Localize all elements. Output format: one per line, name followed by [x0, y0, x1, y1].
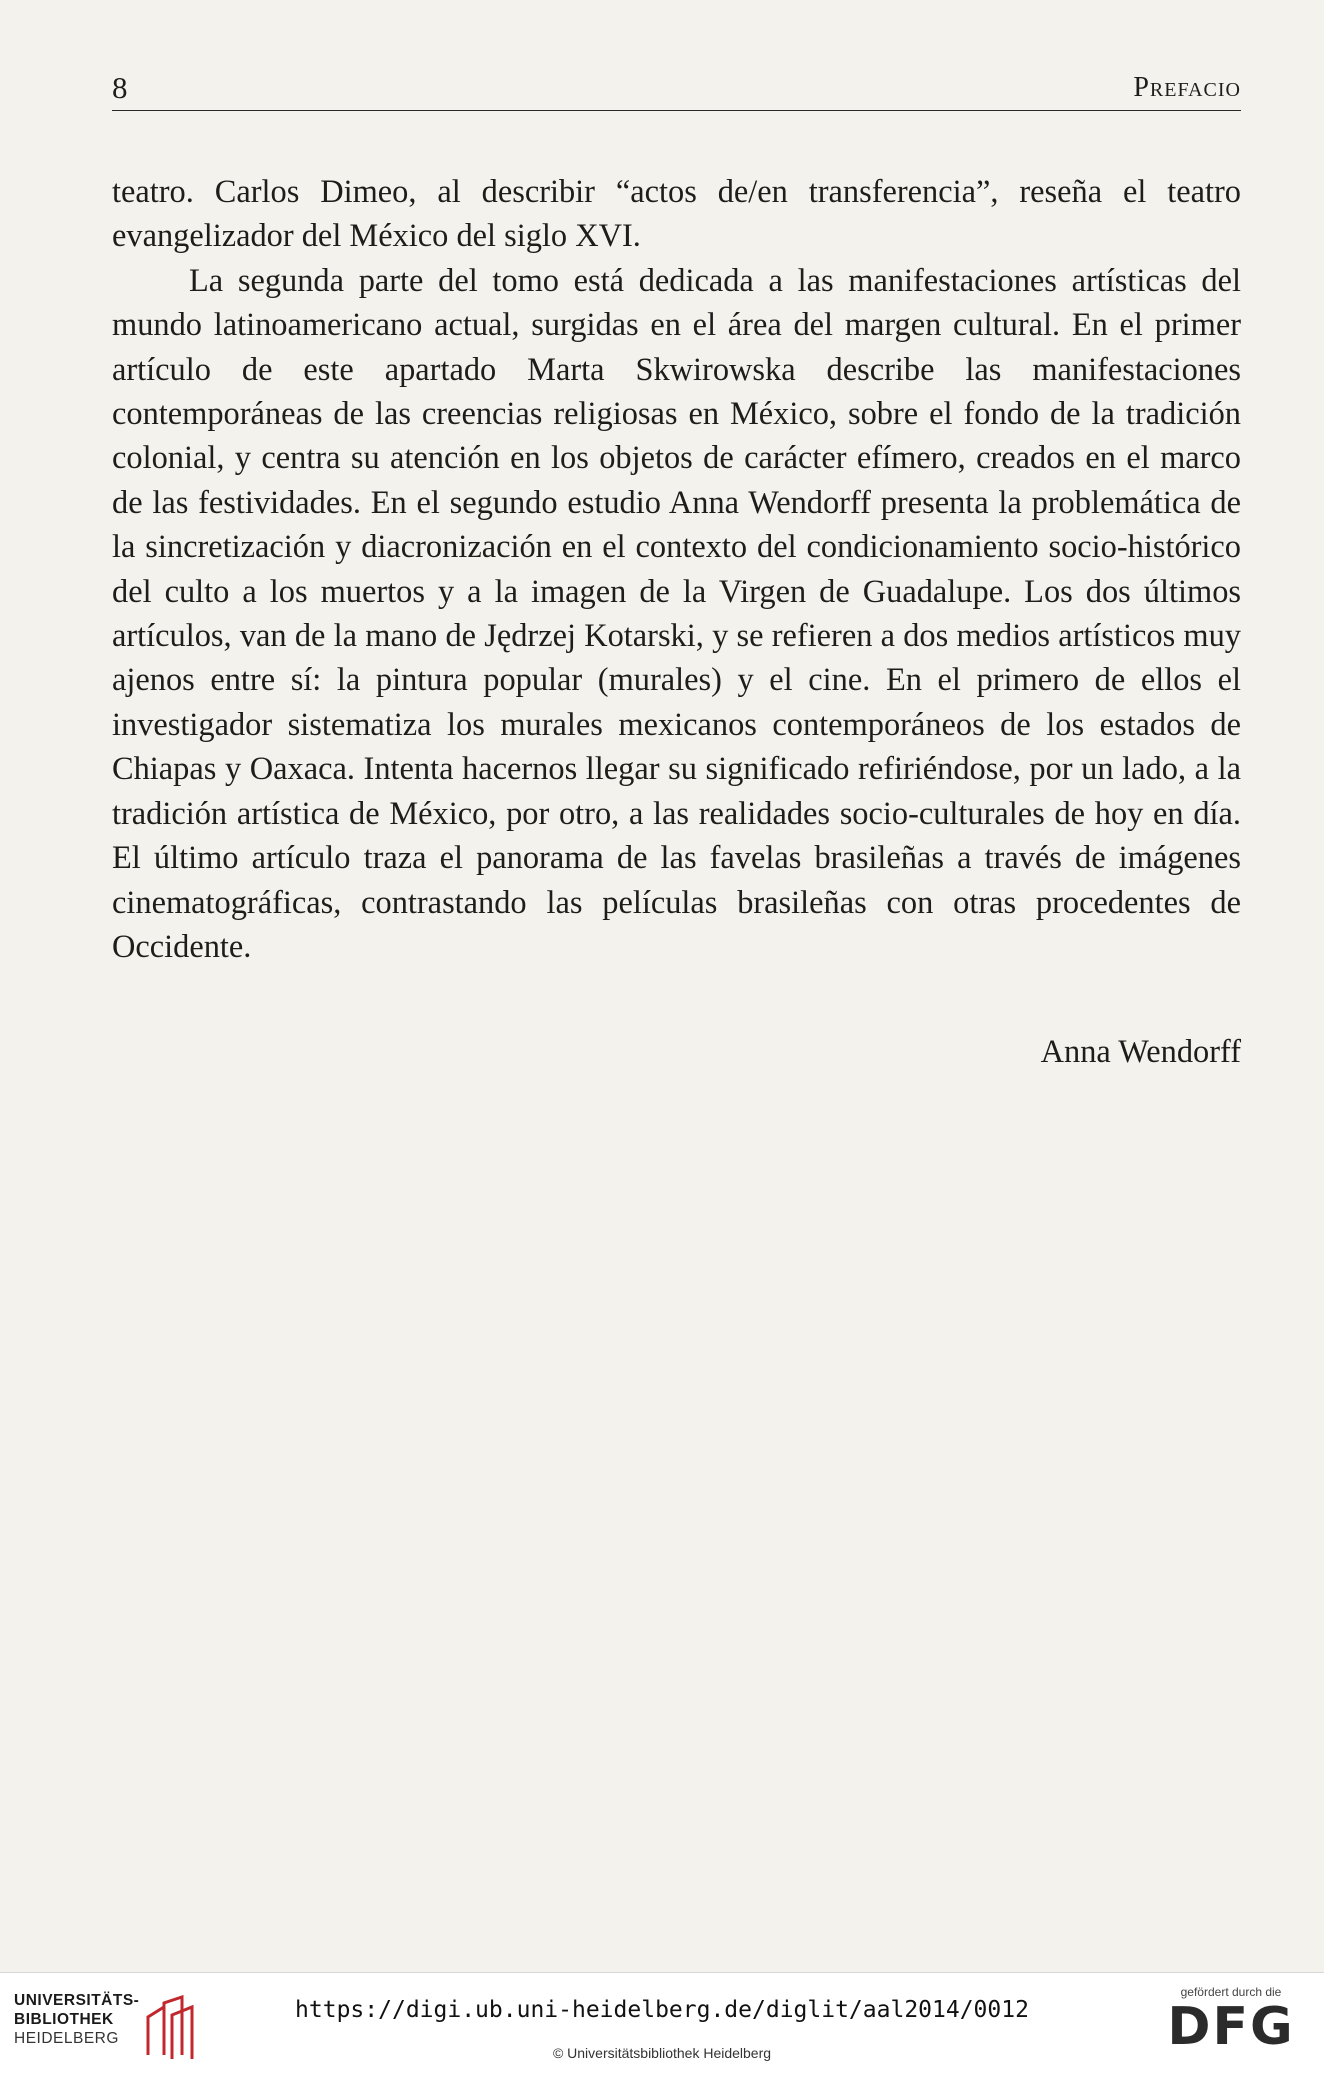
- copyright-notice: © Universitätsbibliothek Heidelberg: [552, 2045, 772, 2061]
- library-name-line1: UNIVERSITÄTS-: [14, 1992, 140, 2009]
- dfg-funding-block[interactable]: [1166, 1985, 1296, 2055]
- permalink-url[interactable]: https://digi.ub.uni-heidelberg.de/diglit/aal2014/0012: [295, 1997, 1029, 2023]
- author-signature: Anna Wendorff: [1040, 1034, 1241, 1070]
- body-text: [112, 170, 1241, 969]
- dfg-logo: DFG: [1167, 1997, 1295, 2057]
- page-header: [112, 70, 1241, 111]
- page-number: 8: [112, 70, 128, 105]
- funding-note: gefördert durch die: [1180, 1985, 1282, 1999]
- paragraph-2: La segunda parte del tomo está dedicada a las manifestaciones artísticas del mundo latinoamericano actual, surgidas en el área del margen cultural. En el primer artículo de este apartado Marta Skwirowska describe las manifestaciones contemporáneas de las creencias religiosas en México, sobre el fondo de la tradición colonial, y centra su atención en los objetos de carácter efímero, creados en el marco de las festividades. En el segundo estudio Anna Wendorff presenta la problemática de la sincretización y diacronización en el contexto del condicionamiento socio-histórico del culto a los muertos y a la imagen de la Virgen de Guadalupe. Los dos últimos artículos, van de la mano de Jędrzej Kotarski, y se refieren a dos medios artísticos muy ajenos entre sí: la pintura popular (murales) y el cine. En el primero de ellos el investigador sistematiza los murales mexicanos contemporáneos de los estados de Chiapas y Oaxaca. Intenta hacernos llegar su significado refiriéndose, por un lado, a la tradición artística de México, por otro, a las realidades socio-culturales de hoy en día. El último artículo traza el panorama de las favelas brasileñas a través de imágenes cinematográficas, contrastando las películas brasileñas con otras procedentes de Occidente.: [112, 262, 1241, 965]
- library-name-line3: HEIDELBERG: [14, 2030, 119, 2047]
- running-head: Prefacio: [1133, 72, 1241, 103]
- viewer-footer: [0, 1972, 1324, 2076]
- paragraph-1: teatro. Carlos Dimeo, al describir “actos de/en transferencia”, reseña el teatro evangelizador del México del siglo XVI.: [112, 174, 1241, 255]
- library-name-line2: BIBLIOTHEK: [14, 2011, 114, 2028]
